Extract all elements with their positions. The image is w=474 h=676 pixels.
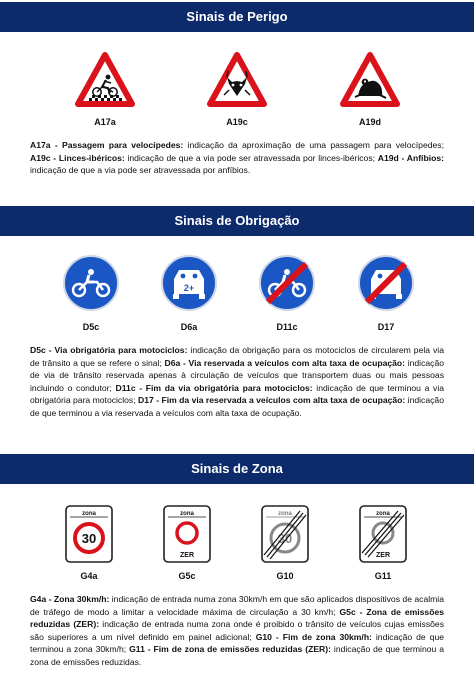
frog-icon — [340, 52, 400, 108]
description-text: indicação de entrada numa zona 30km/h em que são aplicados dispositivos de acalmia de tráfego de modo a limitar a velocidade máxima de circulação a 30 km/h; — [30, 594, 444, 617]
description-term: G4a - Zona 30km/h: — [30, 594, 110, 604]
zone-zer-icon — [163, 505, 211, 563]
speed-limit-value: 30 — [81, 531, 97, 546]
sign-code: D17 — [377, 322, 395, 332]
sign-code: D6a — [180, 322, 198, 332]
sign-code: G5c — [178, 571, 196, 581]
description-text: indicação da aproximação de uma passagem para velocípedes; — [183, 140, 444, 150]
zer-label: ZER — [376, 552, 390, 559]
description-text: indicação de que terminou a via obrigatória para motociclos; — [30, 382, 445, 406]
section-title-perigo: Sinais de Perigo — [0, 2, 474, 32]
section-title-zona: Sinais de Zona — [0, 454, 474, 484]
description-text: indicação de que terminou a zona 30km/h; — [30, 631, 444, 655]
description-text: indicação de via de trânsito reservada apenas à circulação de veículos que transportem duas ou mais pessoas incluindo o condutor; — [30, 357, 445, 393]
zone-label: zona — [82, 511, 96, 517]
sign-code: D11c — [276, 322, 298, 332]
sign-code: A19d — [358, 117, 381, 127]
description-text: indicação de que terminou a zona de emissões reduzidas. — [30, 644, 444, 667]
motorcycle-end-icon — [258, 254, 316, 312]
section-description — [30, 593, 444, 669]
zone-zer-end-icon — [359, 505, 407, 563]
description-term: A17a - Passagem para velocípedes: — [30, 140, 184, 150]
section-title-obrigacao: Sinais de Obrigação — [0, 206, 474, 236]
zone-label: zona — [278, 511, 292, 517]
zer-label: ZER — [180, 552, 194, 559]
zone-30-icon — [65, 505, 113, 563]
section-description — [30, 344, 444, 420]
sign-label: 2+ — [183, 283, 195, 293]
section-description — [30, 139, 444, 177]
description-term: D6a - Via reservada a veículos com alta taxa de ocupação: — [164, 357, 406, 368]
sign-code: G4a — [80, 571, 98, 581]
speed-limit-value: 30 — [277, 531, 293, 546]
description-term: G5c - Zona de emissões reduzidas (ZER): — [30, 606, 444, 630]
description-term: G10 - Fim de zona 30km/h: — [255, 631, 372, 642]
description-text: indicação da obrigação para os motociclos de circularem pela via de trânsito a que se refere o sinal; — [30, 345, 444, 368]
description-text: indicação de que a via pode ser atravessada por linces-ibéricos; — [124, 152, 378, 163]
description-term: D11c - Fim da via obrigatória para motociclos: — [115, 382, 313, 393]
sign-code: A19c — [226, 117, 248, 127]
zone-30-end-icon — [261, 505, 309, 563]
zone-label: zona — [180, 511, 194, 517]
description-term: A19d - Anfíbios: — [377, 152, 444, 163]
motorcycle-icon — [62, 254, 120, 312]
cyclist-crossing-icon — [75, 52, 135, 108]
zone-label: zona — [376, 511, 390, 517]
sign-code: G10 — [276, 571, 294, 581]
description-text: indicação de que a via pode ser atravessada por anfíbios. — [30, 165, 251, 176]
description-term: A19c - Linces-ibéricos: — [30, 152, 125, 163]
description-term: G11 - Fim de zona de emissões reduzidas (ZER): — [129, 644, 331, 655]
description-text: indicação de entrada numa zona onde é proibido o trânsito de veículos cujas emissões são superiores a um nível definido em painel adicional; — [30, 619, 444, 642]
lynx-icon — [207, 52, 267, 108]
sign-code: D5c — [82, 322, 100, 332]
car-end-icon — [357, 254, 415, 312]
description-term: D5c - Via obrigatória para motociclos: — [30, 345, 188, 355]
description-text: indicação de que terminou a via reservada a veículos com alta taxa de ocupação. — [30, 395, 444, 418]
sign-code: G11 — [374, 571, 392, 581]
car-2plus-icon — [160, 254, 218, 312]
sign-code: A17a — [94, 117, 116, 127]
description-term: D17 - Fim da via reservada a veículos com alta taxa de ocupação: — [138, 395, 406, 406]
